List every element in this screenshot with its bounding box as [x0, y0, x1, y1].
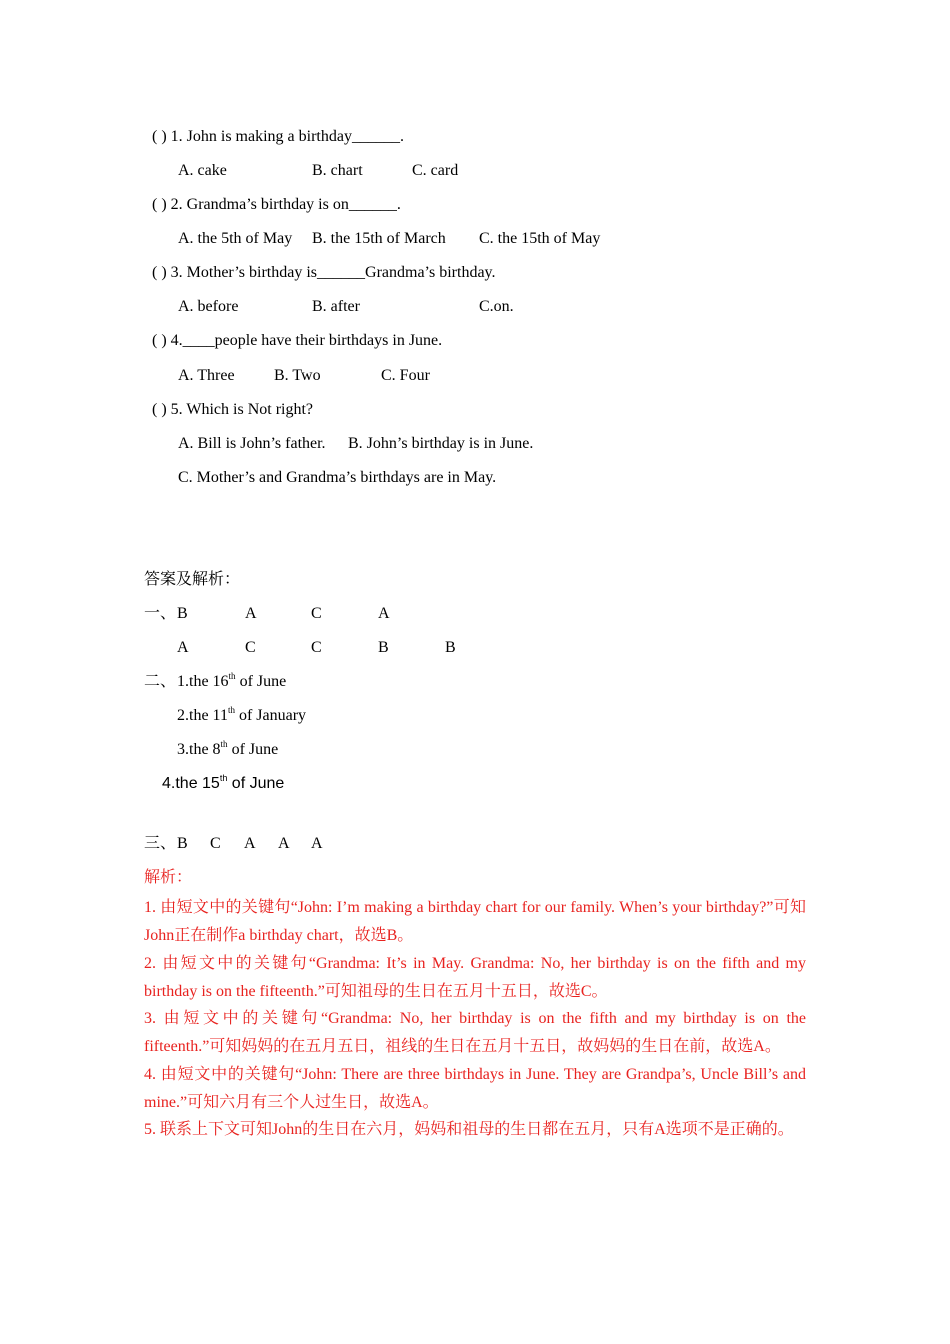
question-4-option-b: B. Two — [274, 367, 321, 384]
part3-answer: A — [278, 835, 290, 852]
question-4-option-c: C. Four — [381, 367, 430, 384]
part1-answer: A — [378, 605, 390, 622]
question-1-option-c: C. card — [412, 162, 459, 179]
analysis-item-4: 4. 由短文中的关键句“John: There are three birthdays in June. They are Grandpa’s, Uncle Bill’s and mine.”可知六月有三个人过生日，故选A。 — [144, 1066, 806, 1111]
part3-label: 三、 — [144, 835, 177, 852]
question-2-option-c: C. the 15th of May — [479, 230, 601, 247]
part3-answer: C — [210, 835, 221, 852]
part1-answer: B — [445, 639, 456, 656]
question-3-option-c: C.on. — [479, 298, 514, 315]
part1-answer: B — [177, 605, 188, 622]
part1-label: 一、 — [144, 605, 177, 622]
question-1-option-b: B. chart — [312, 162, 363, 179]
question-5-stem: ( ) 5. Which is Not right? — [152, 401, 314, 418]
part2-item-2: 2.the 11th of January — [177, 705, 307, 724]
question-2-stem: ( ) 2. Grandma’s birthday is on______. — [152, 196, 401, 213]
analysis-item-5: 5. 联系上下文可知John的生日在六月，妈妈和祖母的生日都在五月，只有A选项不是正确的。 — [144, 1121, 794, 1138]
part1-answer: C — [311, 605, 322, 622]
question-5-option-c: C. Mother’s and Grandma’s birthdays are in May. — [178, 469, 497, 486]
question-4-option-a: A. Three — [178, 367, 235, 384]
analysis-heading: 解析： — [144, 869, 193, 886]
question-3-option-a: A. before — [178, 298, 239, 315]
answers-heading: 答案及解析： — [144, 571, 241, 588]
part2-item-4: 4.the 15th of June — [162, 773, 285, 792]
part1-answer: C — [245, 639, 256, 656]
part3-answer: B — [177, 835, 188, 852]
question-1-option-a: A. cake — [178, 162, 227, 179]
question-3-stem: ( ) 3. Mother’s birthday is______Grandma’s birthday. — [152, 264, 496, 281]
analysis-item-3: 3. 由短文中的关键句“Grandma: No, her birthday is on the fifth and my birthday is on the fifteenth.”可知妈妈的在五月五日，祖线的生日在五月十五日，故妈妈的生日在前，故选A。 — [144, 1010, 806, 1055]
part2-item-3: 3.the 8th of June — [177, 739, 279, 758]
question-2-option-a: A. the 5th of May — [178, 230, 293, 247]
part1-answer: C — [311, 639, 322, 656]
part2-item-1: 1.the 16th of June — [177, 671, 287, 690]
part1-answer: B — [378, 639, 389, 656]
analysis-item-1: 1. 由短文中的关键句“John: I’m making a birthday chart for our family. When’s your birthday?”可知John正在制作a birthday chart，故选B。 — [144, 899, 806, 944]
question-3-option-b: B. after — [312, 298, 360, 315]
part2-label: 二、 — [144, 673, 177, 690]
question-2-option-b: B. the 15th of March — [312, 230, 446, 247]
part3-answer: A — [244, 835, 256, 852]
analysis-item-2: 2. 由短文中的关键句“Grandma: It’s in May. Grandma: No, her birthday is on the fifth and my birthday is on the fifteenth.”可知祖母的生日在五月十五日，故选C。 — [144, 955, 806, 1000]
part1-answer: A — [177, 639, 189, 656]
question-5-option-a: A. Bill is John’s father. — [178, 435, 326, 452]
question-5-option-b: B. John’s birthday is in June. — [348, 435, 534, 452]
part3-answer: A — [311, 835, 323, 852]
part1-answer: A — [245, 605, 257, 622]
question-1-stem: ( ) 1. John is making a birthday______. — [152, 128, 404, 145]
question-4-stem: ( ) 4.____people have their birthdays in June. — [152, 332, 443, 349]
